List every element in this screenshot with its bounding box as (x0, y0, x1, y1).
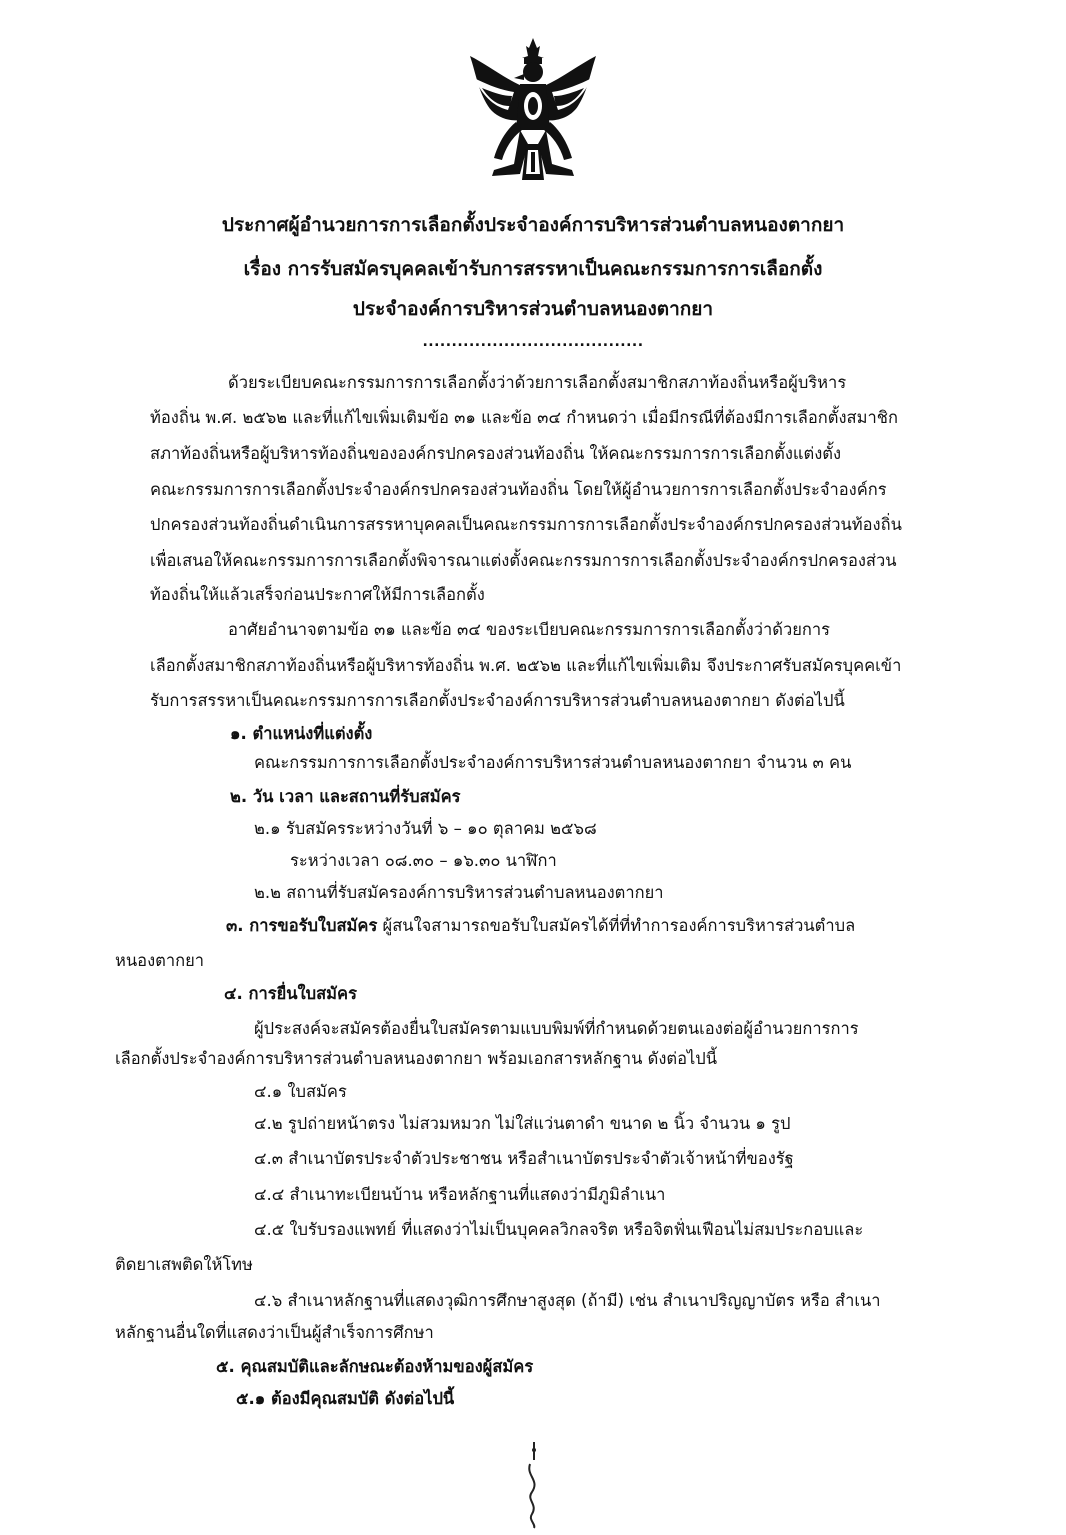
list-item: ๒.๑ รับสมัครระหว่างวันที่ ๖ – ๑๐ ตุลาคม ๒๕๖๘ (254, 819, 597, 838)
paragraph-line: ผู้ประสงค์จะสมัครต้องยื่นใบสมัครตามแบบพิมพ์ที่กำหนดด้วยตนเองต่อผู้อำนวยการการ (254, 1019, 859, 1038)
signature-mark (518, 1440, 548, 1530)
paragraph-line: ท้องถิ่น พ.ศ. ๒๕๖๒ และที่แก้ไขเพิ่มเติมข้อ ๓๑ และข้อ ๓๔ กำหนดว่า เมื่อมีกรณีที่ต้องมีการเลือกตั้งสมาชิก (150, 408, 898, 427)
announcement-subject: เรื่อง การรับสมัครบุคคลเข้ารับการสรรหาเป็นคณะกรรมการการเลือกตั้ง (243, 258, 823, 280)
section-heading: ๔. การยื่นใบสมัคร (224, 984, 357, 1003)
list-item: ๔.๔ สำเนาทะเบียนบ้าน หรือหลักฐานที่แสดงว่ามีภูมิลำเนา (254, 1185, 666, 1204)
announcement-subject-cont: ประจำองค์การบริหารส่วนตำบลหนองตากยา (352, 298, 714, 320)
section-line (226, 915, 855, 937)
list-item: ระหว่างเวลา ๐๘.๓๐ – ๑๖.๓๐ นาฬิกา (290, 851, 557, 870)
list-item: ๔.๕ ใบรับรองแพทย์ ที่แสดงว่าไม่เป็นบุคคลวิกลจริต หรือจิตฟั่นเฟือนไม่สมประกอบและ (254, 1220, 864, 1239)
subsection-heading: ๕.๑ ต้องมีคุณสมบัติ ดังต่อไปนี้ (236, 1389, 455, 1408)
paragraph-line: รับการสรรหาเป็นคณะกรรมการการเลือกตั้งประจำองค์การบริหารส่วนตำบลหนองตากยา ดังต่อไปนี้ (150, 691, 845, 710)
paragraph-line: เลือกตั้งสมาชิกสภาท้องถิ่นหรือผู้บริหารท้องถิ่น พ.ศ. ๒๕๖๒ และที่แก้ไขเพิ่มเติม จึงประกาศรับสมัครบุคคเข้า (150, 656, 902, 675)
section-text: ผู้สนใจสามารถขอรับใบสมัครได้ที่ที่ทำการองค์การบริหารส่วนตำบล (377, 916, 856, 935)
paragraph-line: ปกครองส่วนท้องถิ่นดำเนินการสรรหาบุคคลเป็นคณะกรรมการการเลือกตั้งประจำองค์กรปกครองส่วนท้องถิ่น (150, 515, 902, 534)
list-item: หลักฐานอื่นใดที่แสดงว่าเป็นผู้สำเร็จการศึกษา (115, 1323, 434, 1342)
paragraph-line: คณะกรรมการการเลือกตั้งประจำองค์กรปกครองส่วนท้องถิ่น โดยให้ผู้อำนวยการการเลือกตั้งประจำองค์กร (150, 480, 887, 499)
separator-dots: ...................................... (422, 334, 644, 350)
paragraph-line: เลือกตั้งประจำองค์การบริหารส่วนตำบลหนองตากยา พร้อมเอกสารหลักฐาน ดังต่อไปนี้ (115, 1049, 718, 1068)
announcement-title: ประกาศผู้อำนวยการการเลือกตั้งประจำองค์การบริหารส่วนตำบลหนองตากยา (221, 214, 845, 236)
list-item: ๔.๓ สำเนาบัตรประจำตัวประชาชน หรือสำเนาบัตรประจำตัวเจ้าหน้าที่ของรัฐ (254, 1149, 794, 1168)
section-heading: ๓. การขอรับใบสมัคร (226, 916, 378, 935)
paragraph-line: ด้วยระเบียบคณะกรรมการการเลือกตั้งว่าด้วยการเลือกตั้งสมาชิกสภาท้องถิ่นหรือผู้บริหาร (228, 373, 847, 392)
list-item: ๔.๒ รูปถ่ายหน้าตรง ไม่สวมหมวก ไม่ใส่แว่นตาดำ ขนาด ๒ นิ้ว จำนวน ๑ รูป (254, 1114, 791, 1133)
section-text: คณะกรรมการการเลือกตั้งประจำองค์การบริหารส่วนตำบลหนองตากยา จำนวน ๓ คน (254, 753, 852, 772)
section-heading: ๒. วัน เวลา และสถานที่รับสมัคร (230, 787, 461, 806)
list-item: ติดยาเสพติดให้โทษ (115, 1255, 253, 1274)
garuda-emblem (464, 34, 602, 184)
section-heading: ๕. คุณสมบัติและลักษณะต้องห้ามของผู้สมัคร (216, 1357, 534, 1376)
paragraph-line: สภาท้องถิ่นหรือผู้บริหารท้องถิ่นขององค์กรปกครองส่วนท้องถิ่น ให้คณะกรรมการการเลือกตั้งแต่งตั้ง (150, 444, 842, 463)
list-item: ๔.๖ สำเนาหลักฐานที่แสดงวุฒิการศึกษาสูงสุด (ถ้ามี) เช่น สำเนาปริญญาบัตร หรือ สำเนา (254, 1291, 881, 1310)
list-item: ๔.๑ ใบสมัคร (254, 1082, 347, 1101)
section-heading: ๑. ตำแหน่งที่แต่งตั้ง (230, 724, 373, 743)
section-text: หนองตากยา (115, 951, 205, 970)
paragraph-line: ท้องถิ่นให้แล้วเสร็จก่อนประกาศให้มีการเลือกตั้ง (150, 585, 485, 604)
paragraph-line: เพื่อเสนอให้คณะกรรมการการเลือกตั้งพิจารณาแต่งตั้งคณะกรรมการการเลือกตั้งประจำองค์กรปกครองส่วน (150, 551, 897, 570)
paragraph-line: อาศัยอำนาจตามข้อ ๓๑ และข้อ ๓๔ ของระเบียบคณะกรรมการการเลือกตั้งว่าด้วยการ (228, 620, 831, 639)
list-item: ๒.๒ สถานที่รับสมัครองค์การบริหารส่วนตำบลหนองตากยา (254, 883, 664, 902)
